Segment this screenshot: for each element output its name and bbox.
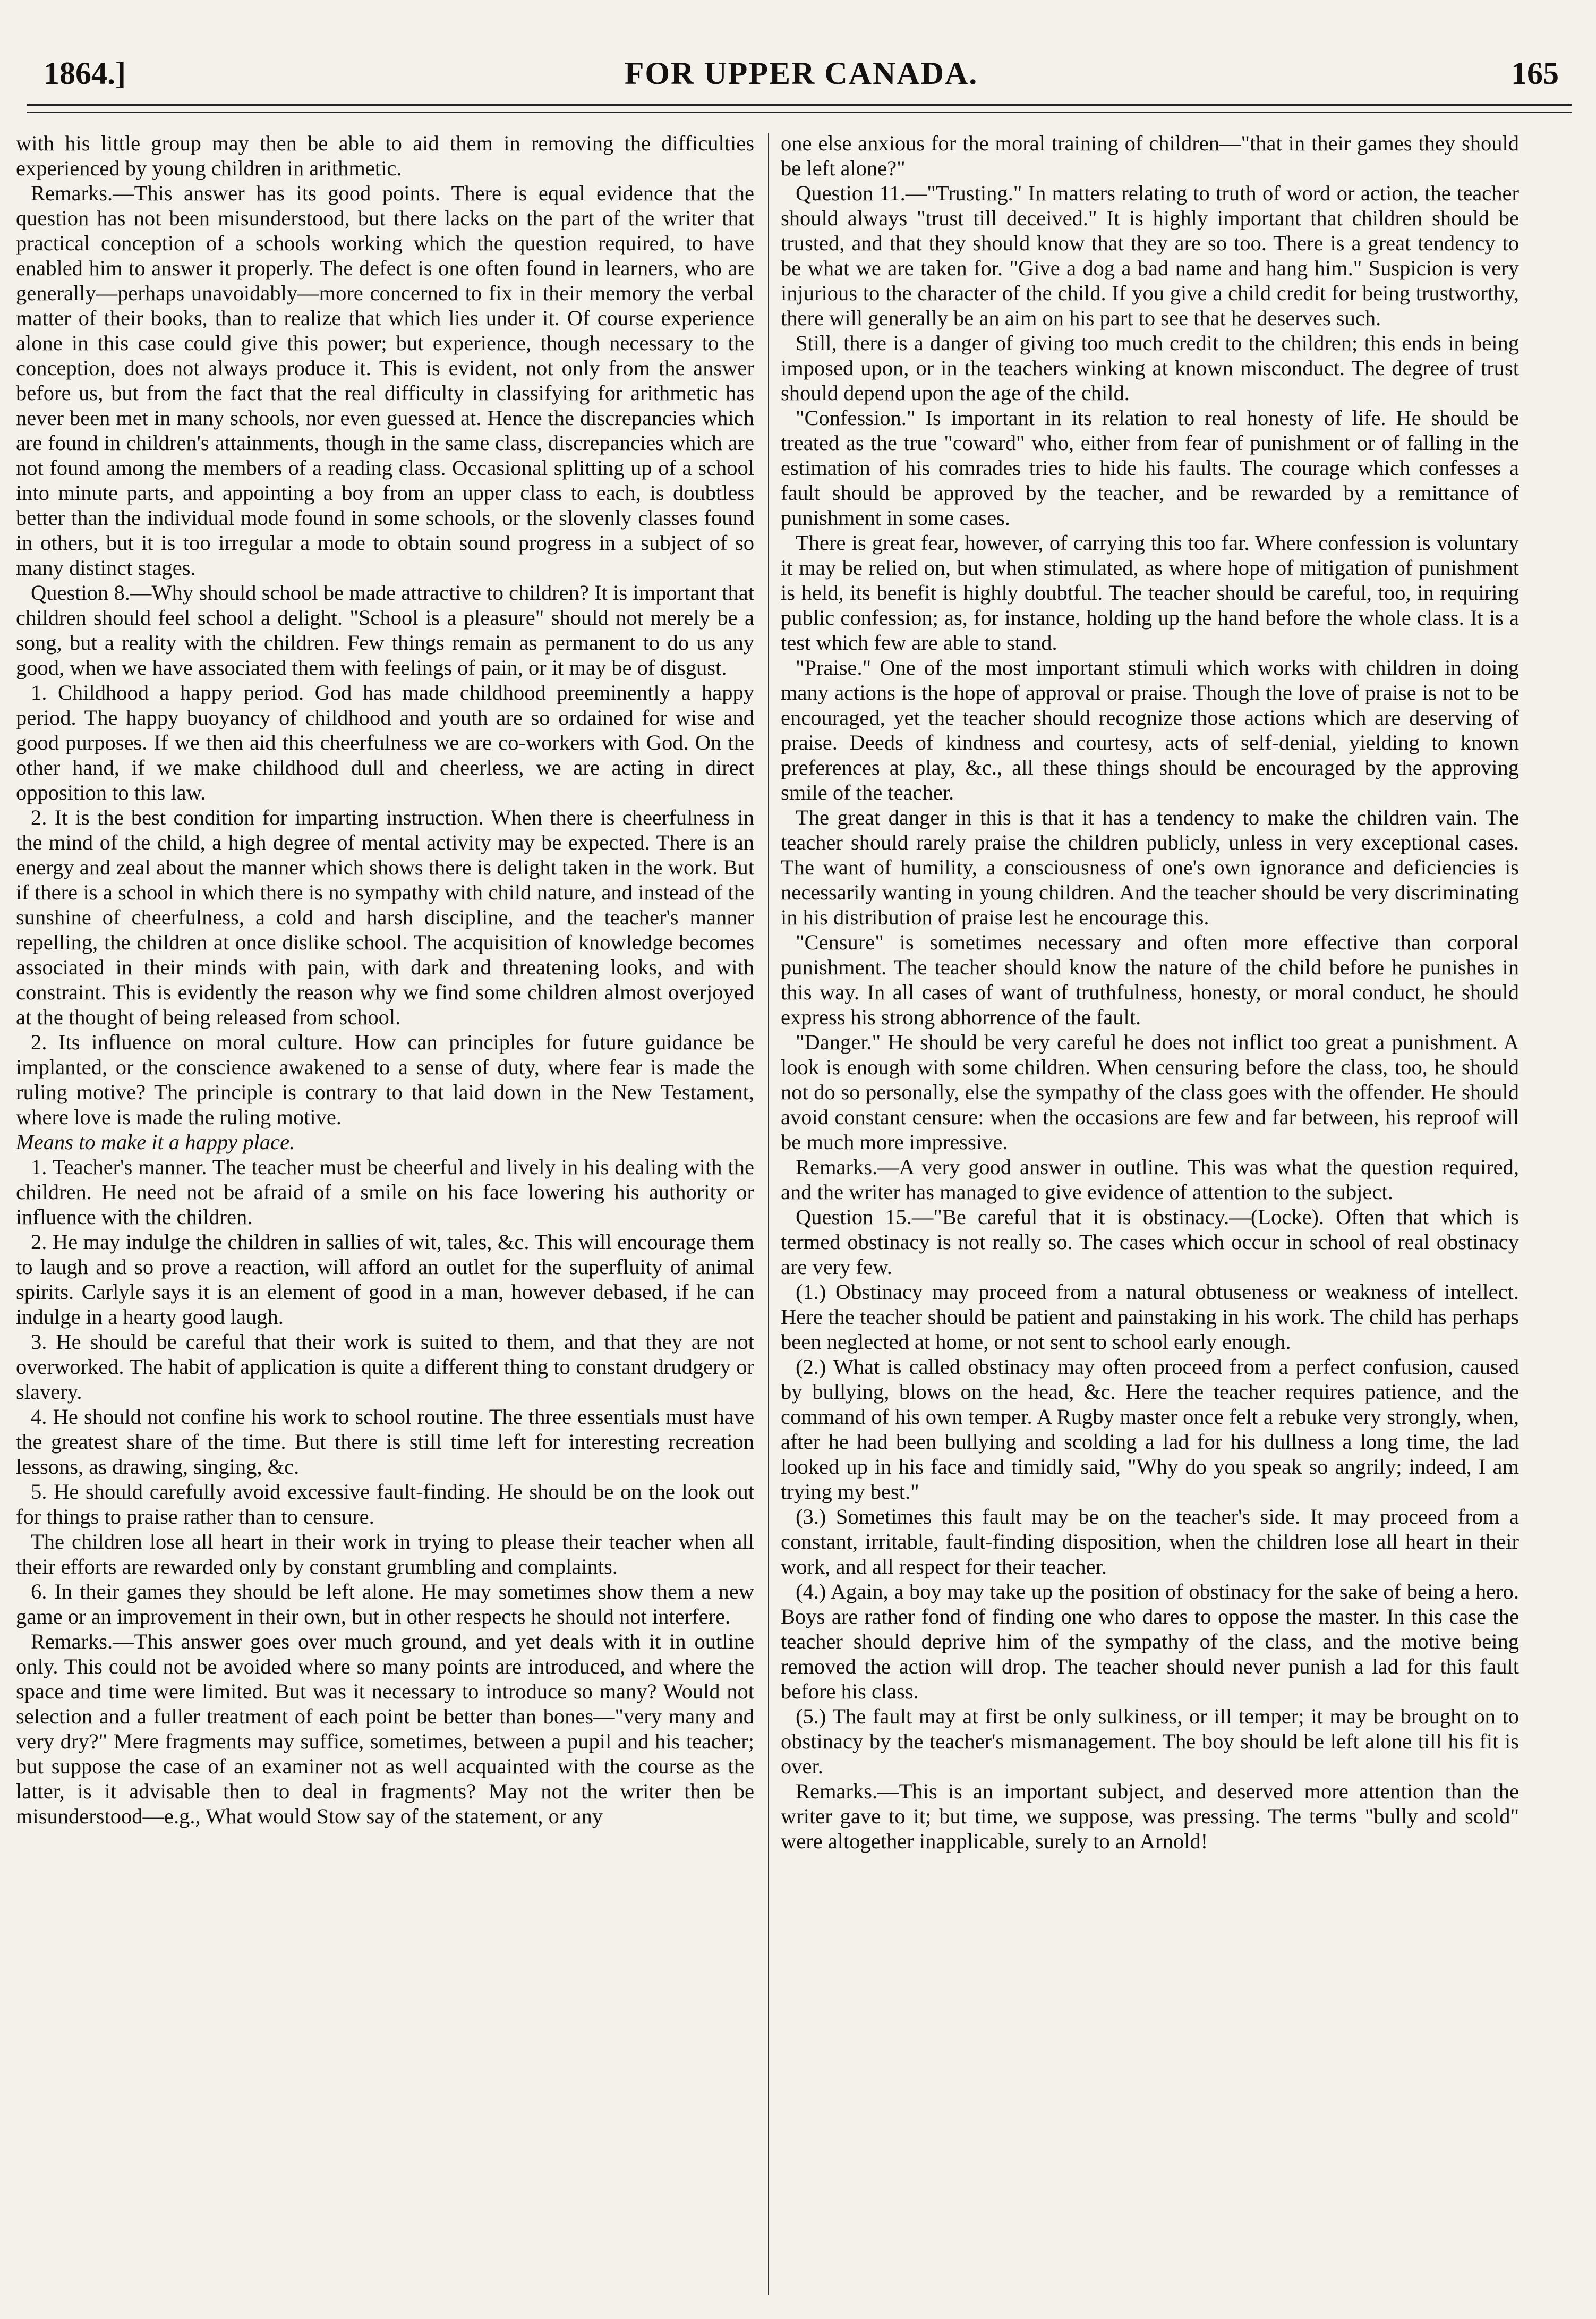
page-number: 165 (1511, 56, 1559, 91)
paragraph: 4. He should not confine his work to school routine. The three essentials must have the greatest share of the time. But there is still time left for interesting recreation lessons, as drawing, singing, &c. (16, 1405, 754, 1479)
column-divider (768, 133, 769, 2295)
header-rule-bottom (27, 112, 1572, 113)
header-rule-top (27, 104, 1572, 106)
paragraph: 5. He should carefully avoid excessive fault-finding. He should be on the look out for things to praise rather than to censure. (16, 1480, 754, 1528)
paragraph: with his little group may then be able to aid them in removing the difficulties experienced by young children in arithmetic. (16, 131, 754, 180)
paragraph: 2. He may indulge the children in sallies of wit, tales, &c. This will encourage them to laugh and so prove a reaction, will afford an outlet for the superfluity of animal spirits. Carlyle says it is an element of good in a man, however debased, if he can indulge in a hearty good laugh. (16, 1230, 754, 1329)
page-header (44, 36, 1559, 100)
paragraph: Still, there is a danger of giving too much credit to the children; this ends in being imposed upon, or in the teachers winking at known misconduct. The degree of trust should depend upon the age of the child. (781, 331, 1519, 405)
paragraph: 2. It is the best condition for imparting instruction. When there is cheerfulness in the mind of the child, a high degree of mental activity may be expected. There is an energy and zeal about the manner which shows there is delight taken in the work. But if there is a school in which there is no sympathy with child nature, and instead of the sunshine of cheerfulness, a cold and harsh discipline, and the teacher's manner repelling, the children at once dislike school. The acquisition of knowledge becomes associated in their minds with pain, with dark and threatening looks, and with constraint. This is evidently the reason why we find some children almost overjoyed at the thought of being released from school. (16, 805, 754, 1029)
paragraph: one else anxious for the moral training of children—"that in their games they should be left alone?" (781, 131, 1519, 180)
paragraph: "Danger." He should be very careful he does not inflict too great a punishment. A look is enough with some children. When censuring before the class, too, he should not do so personally, else the sympathy of the class goes with the offender. He should avoid constant censure: when the occasions are few and far between, his reproof will be much more impressive. (781, 1030, 1519, 1154)
paragraph: (1.) Obstinacy may proceed from a natural obtuseness or weakness of intellect. Here the teacher should be patient and painstaking in his work. The child has perhaps been neglected at home, or not sent to school early enough. (781, 1280, 1519, 1354)
paragraph: There is great fear, however, of carrying this too far. Where confession is voluntary it may be relied on, but when stimulated, as where hope of mitigation of punishment is held, its benefit is highly doubtful. The teacher should be careful, too, in requiring public confession; as, for instance, holding up the hand before the whole class. It is a test which few are able to stand. (781, 531, 1519, 655)
paragraph: 1. Teacher's manner. The teacher must be cheerful and lively in his dealing with the children. He need not be afraid of a smile on his face lowering his authority or influence with the children. (16, 1155, 754, 1229)
paragraph: Question 8.—Why should school be made attractive to children? It is important that children should feel school a delight. "School is a pleasure" should not merely be a song, but a reality with the children. Few things remain as permanent to do us any good, when we have associated them with feelings of pain, or it may be of disgust. (16, 581, 754, 679)
paragraph: 6. In their games they should be left alone. He may sometimes show them a new game or an improvement in their own, but in other respects he should not interfere. (16, 1579, 754, 1628)
header-title: FOR UPPER CANADA. (624, 56, 978, 91)
paragraph: Remarks.—This answer has its good points. There is equal evidence that the question has not been misunderstood, but there lacks on the part of the writer that practical conception of a schools working which the question required, to have enabled him to answer it properly. The defect is one often found in learners, who are generally—perhaps unavoidably—more concerned to fix in their memory the verbal matter of their books, than to realize that which lies under it. Of course experience alone in this case could give this power; but experience, though necessary to the conception, does not always produce it. This is evident, not only from the answer before us, but from the fact that the real difficulty in classifying for arithmetic has never been met in many schools, nor even guessed at. Hence the discrepancies which are found in children's attainments, though in the same class, discrepancies which are not found among the members of a reading class. Occasional splitting up of a school into minute parts, and appointing a boy from an upper class to each, is doubtless better than the individual mode found in some schools, or the slovenly classes found in others, but it is too irregular a mode to obtain sound progress in a subject of so many distinct stages. (16, 181, 754, 580)
paragraph: The great danger in this is that it has a tendency to make the children vain. The teacher should rarely praise the children publicly, unless in very exceptional cases. The want of humility, a consciousness of one's own ignorance and deficiencies is necessarily wanting in young children. And the teacher should be very discriminating in his distribution of praise lest he encourage this. (781, 805, 1519, 929)
paragraph: Remarks.—This is an important subject, and deserved more attention than the writer gave to it; but time, we suppose, was pressing. The terms "bully and scold" were altogether inapplicable, surely to an Arnold! (781, 1779, 1519, 1853)
paragraph: "Censure" is sometimes necessary and often more effective than corporal punishment. The teacher should know the nature of the child before he punishes in this way. In all cases of want of truthfulness, honesty, or moral conduct, he should express his strong abhorrence of the fault. (781, 930, 1519, 1029)
paragraph: Remarks.—This answer goes over much ground, and yet deals with it in outline only. This could not be avoided where so many points are introduced, and where the space and time were limited. But was it necessary to introduce so many? Would not selection and a fuller treatment of each point be better than bones—"very many and very dry?" Mere fragments may suffice, sometimes, between a pupil and his teacher; but suppose the case of an examiner not as well acquainted with the course as the latter, is it advisable then to deal in fragments? May not the writer then be misunderstood—e.g., What would Stow say of the statement, or any (16, 1629, 754, 1828)
paragraph: 3. He should be careful that their work is suited to them, and that they are not overworked. The habit of application is quite a different thing to constant drudgery or slavery. (16, 1330, 754, 1404)
paragraph: (3.) Sometimes this fault may be on the teacher's side. It may proceed from a constant, irritable, fault-finding disposition, when the children lose all heart in their work, and all respect for their teacher. (781, 1505, 1519, 1578)
paragraph: The children lose all heart in their work in trying to please their teacher when all their efforts are rewarded only by constant grumbling and complaints. (16, 1530, 754, 1578)
header-year: 1864.] (44, 56, 126, 91)
paragraph: (5.) The fault may at first be only sulkiness, or ill temper; it may be brought on to obstinacy by the teacher's mismanagement. The boy should be left alone till his fit is over. (781, 1704, 1519, 1778)
paragraph: 1. Childhood a happy period. God has made childhood preeminently a happy period. The happy buoyancy of childhood and youth are so ordained for wise and good purposes. If we then aid this cheerfulness we are co-workers with God. On the other hand, if we make childhood dull and cheerless, we are acting in direct opposition to this law. (16, 681, 754, 804)
paragraph: (2.) What is called obstinacy may often proceed from a perfect confusion, caused by bullying, blows on the head, &c. Here the teacher requires patience, and the command of his own temper. A Rugby master once felt a rebuke very strongly, when, after he had been bullying and scolding a lad for his dullness a long time, the lad looked up in his face and timidly said, "Why do you speak so angrily; indeed, I am trying my best." (781, 1355, 1519, 1503)
paragraph: (4.) Again, a boy may take up the position of obstinacy for the sake of being a hero. Boys are rather fond of finding one who dares to oppose the master. In this case the teacher should deprive him of the sympathy of the class, and the motive being removed the action will drop. The teacher should never punish a lad for this fault before his class. (781, 1579, 1519, 1703)
paragraph: Question 11.—"Trusting." In matters relating to truth of word or action, the teacher should always "trust till deceived." It is highly important that children should be trusted, and that they should know that they are so too. There is a great tendency to be what we are taken for. "Give a dog a bad name and hang him." Suspicion is very injurious to the character of the child. If you give a child credit for being trustworthy, there will generally be an aim on his part to see that he deserves such. (781, 181, 1519, 330)
paragraph: 2. Its influence on moral culture. How can principles for future guidance be implanted, or the conscience awakened to a sense of duty, where fear is made the ruling motive? The principle is contrary to that laid down in the New Testament, where love is made the ruling motive. (16, 1030, 754, 1129)
paragraph: Remarks.—A very good answer in outline. This was what the question required, and the writer has managed to give evidence of attention to the subject. (781, 1155, 1519, 1204)
left-column (16, 131, 754, 2298)
paragraph: "Confession." Is important in its relation to real honesty of life. He should be treated as the true "coward" who, either from fear of punishment or of falling in the estimation of his comrades tries to hide his faults. The courage which confesses a fault should be approved by the teacher, and be rewarded by a remittance of punishment in some cases. (781, 406, 1519, 530)
right-column (781, 131, 1519, 2298)
paragraph: Question 15.—"Be careful that it is obstinacy.—(Locke). Often that which is termed obstinacy is not really so. The cases which occur in school of real obstinacy are very few. (781, 1205, 1519, 1279)
paragraph: "Praise." One of the most important stimuli which works with children in doing many actions is the hope of approval or praise. Though the love of praise is not to be encouraged, yet the teacher should recognize those actions which are deserving of praise. Deeds of kindness and courtesy, acts of self-denial, yielding to known preferences at play, &c., all these things should be encouraged by the approving smile of the teacher. (781, 656, 1519, 804)
subheading: Means to make it a happy place. (16, 1130, 295, 1154)
